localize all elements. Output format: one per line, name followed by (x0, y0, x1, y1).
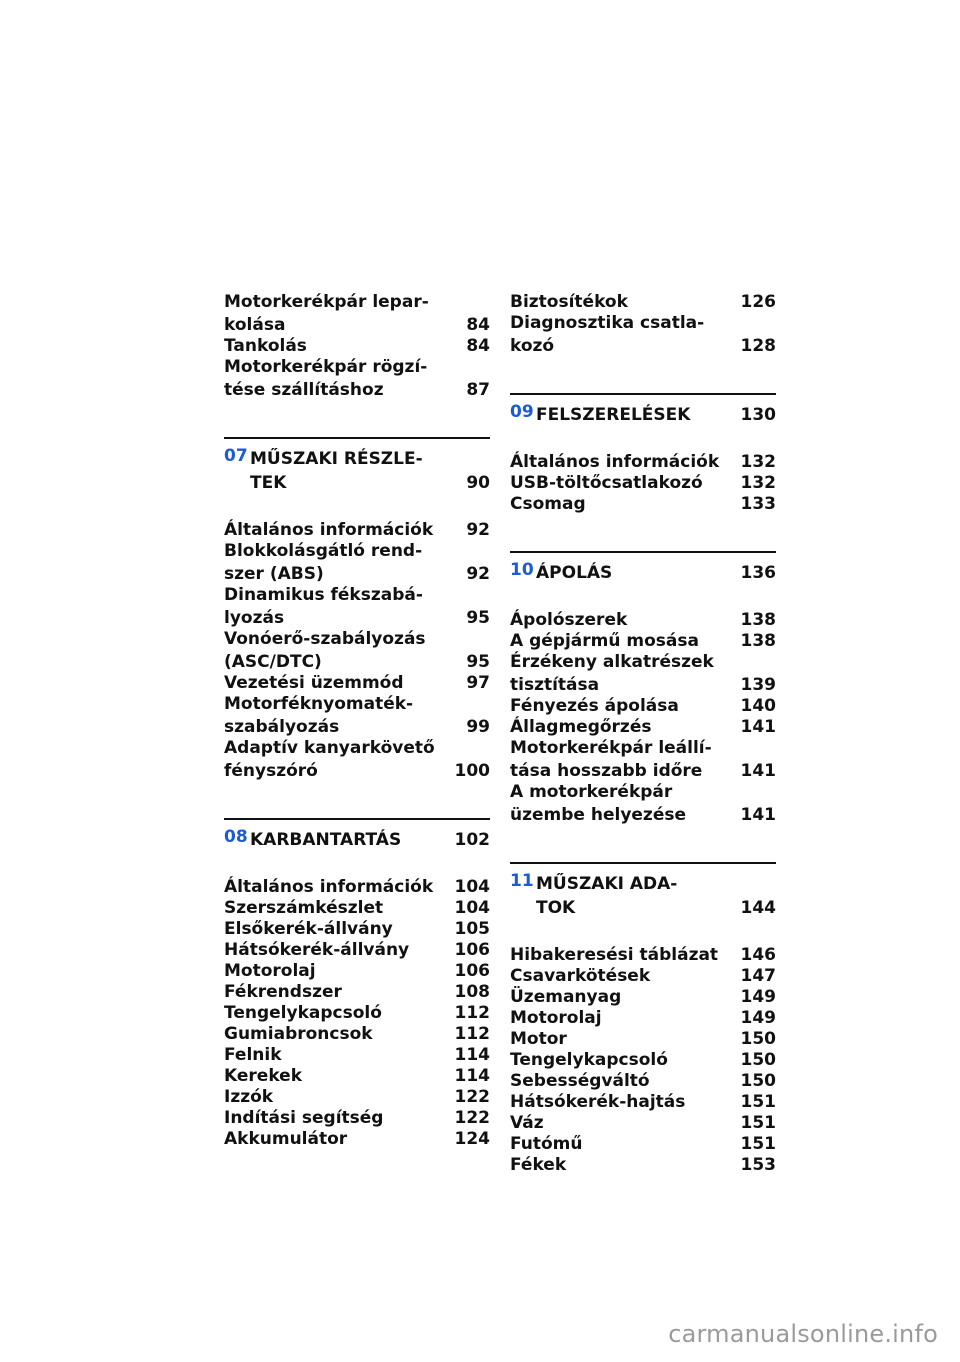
toc-entry-line (224, 761, 490, 782)
toc-entry-line (224, 564, 490, 585)
toc-entry-line (224, 357, 490, 378)
section-page-number: 130 (740, 405, 776, 425)
toc-entry-line (224, 673, 490, 694)
toc-entry-title: Hátsókerék-állvány (224, 940, 410, 960)
toc-entry-title: Vonóerő-szabályozás (224, 629, 426, 649)
toc-entry-line (510, 494, 776, 515)
toc-page-number: 106 (454, 940, 490, 960)
toc-entry-line (224, 1129, 490, 1150)
toc-page-number: 100 (454, 761, 490, 781)
section-heading (224, 446, 490, 494)
section-title-block (250, 830, 490, 851)
toc-entry-title: Izzók (224, 1087, 274, 1107)
toc-page-number: 122 (454, 1108, 490, 1128)
toc-section (510, 862, 776, 1176)
section-header[interactable] (224, 818, 490, 851)
toc-page-number: 95 (466, 652, 490, 672)
toc-entry[interactable] (510, 1050, 776, 1071)
toc-entry-title: Csavarkötések (510, 966, 651, 986)
section-title: TEK (250, 473, 287, 493)
toc-page-number: 114 (454, 1066, 490, 1086)
toc-entry[interactable] (510, 1155, 776, 1176)
toc-entry-title: üzembe helyezése (510, 805, 687, 825)
toc-entry-line (510, 945, 776, 966)
toc-section (224, 818, 490, 1150)
toc-page-number: 141 (740, 717, 776, 737)
toc-entry-line (224, 315, 490, 336)
toc-entry-line (510, 987, 776, 1008)
toc-entry-title: Állagmegőrzés (510, 717, 652, 737)
toc-entry[interactable] (224, 1066, 490, 1087)
toc-entry-line (224, 940, 490, 961)
toc-section (510, 393, 776, 515)
toc-entry-title: Futómű (510, 1134, 583, 1154)
toc-page-number: 92 (466, 520, 490, 540)
toc-entry-title: Blokkolásgátló rend- (224, 541, 423, 561)
toc-left-column (224, 292, 490, 1150)
toc-entry-title: Motor (510, 1029, 567, 1049)
toc-entry-line (510, 805, 776, 826)
toc-entry-line (224, 982, 490, 1003)
toc-entry-title: fényszóró (224, 761, 318, 781)
toc-page-number: 133 (740, 494, 776, 514)
toc-entry-line (510, 696, 776, 717)
toc-entry-title: Diagnosztika csatla- (510, 313, 705, 333)
section-number: 07 (224, 446, 248, 466)
toc-entry[interactable] (224, 292, 490, 336)
section-title: MŰSZAKI RÉSZLE- (250, 449, 423, 469)
toc-entry[interactable] (224, 1087, 490, 1108)
toc-entry-line (224, 608, 490, 629)
toc-entry-line (510, 610, 776, 631)
toc-page-number: 147 (740, 966, 776, 986)
section-title-line (536, 874, 776, 895)
section-number: 11 (510, 871, 534, 891)
toc-entry-line (224, 877, 490, 898)
toc-page-number: 104 (454, 898, 490, 918)
toc-entry-title: (ASC/DTC) (224, 652, 322, 672)
section-title-line (250, 449, 490, 470)
toc-entry[interactable] (510, 782, 776, 826)
section-heading (510, 402, 776, 426)
section-title: ÁPOLÁS (536, 563, 613, 583)
section-heading (510, 560, 776, 584)
section-title-line (250, 830, 490, 851)
section-header[interactable] (224, 437, 490, 494)
toc-entry[interactable] (224, 541, 490, 585)
toc-entry-title: Dinamikus fékszabá- (224, 585, 423, 605)
toc-entry[interactable] (224, 982, 490, 1003)
toc-entry[interactable] (224, 738, 490, 782)
toc-entry-line (510, 675, 776, 696)
toc-entry-title: Biztosítékok (510, 292, 628, 312)
toc-entry-line (510, 1134, 776, 1155)
toc-entry-title: Motorolaj (224, 961, 316, 981)
toc-entry-line (510, 473, 776, 494)
section-title-block (536, 405, 776, 426)
toc-page-number: 124 (454, 1129, 490, 1149)
toc-entry-title: Fékek (510, 1155, 567, 1175)
toc-entry-title: Motorkerékpár rögzí- (224, 357, 428, 377)
toc-entry-title: Motorféknyomaték- (224, 694, 414, 714)
toc-page-number: 126 (740, 292, 776, 312)
toc-page-number: 87 (466, 380, 490, 400)
section-title: TOK (536, 898, 576, 918)
toc-page-number: 138 (740, 631, 776, 651)
toc-entry-title: Tengelykapcsoló (224, 1003, 382, 1023)
toc-entry-line (510, 966, 776, 987)
toc-entry-title: Csomag (510, 494, 586, 514)
toc-entry[interactable] (224, 673, 490, 694)
toc-entry[interactable] (510, 738, 776, 782)
toc-page-number: 138 (740, 610, 776, 630)
toc-entry-title: Általános információk (224, 520, 434, 540)
toc-page-number: 153 (740, 1155, 776, 1175)
toc-entry-line (224, 961, 490, 982)
toc-entry[interactable] (510, 494, 776, 515)
toc-entry-title: USB-töltőcsatlakozó (510, 473, 703, 493)
toc-entry-title: Tankolás (224, 336, 307, 356)
toc-entry[interactable] (224, 357, 490, 401)
toc-entry-title: Akkumulátor (224, 1129, 348, 1149)
toc-entry-title: Sebességváltó (510, 1071, 650, 1091)
toc-page-number: 112 (454, 1003, 490, 1023)
toc-entry[interactable] (510, 473, 776, 494)
toc-entry[interactable] (510, 966, 776, 987)
toc-entry-title: A gépjármű mosása (510, 631, 699, 651)
section-page-number: 136 (740, 563, 776, 583)
toc-entry-title: Érzékeny alkatrészek (510, 652, 714, 672)
toc-page-number: 105 (454, 919, 490, 939)
toc-entry[interactable] (224, 961, 490, 982)
toc-entry[interactable] (510, 945, 776, 966)
toc-entry[interactable] (510, 1029, 776, 1050)
toc-entry[interactable] (510, 1113, 776, 1134)
toc-entry-title: Általános információk (510, 452, 720, 472)
toc-entry[interactable] (510, 696, 776, 717)
toc-entry[interactable] (224, 898, 490, 919)
toc-entry[interactable] (224, 919, 490, 940)
toc-page-number: 84 (466, 315, 490, 335)
toc-page-number: 84 (466, 336, 490, 356)
toc-entry[interactable] (224, 1024, 490, 1045)
section-header[interactable] (510, 551, 776, 584)
toc-entry-line (510, 1113, 776, 1134)
toc-entry[interactable] (510, 610, 776, 631)
toc-entry-title: Elsőkerék-állvány (224, 919, 393, 939)
toc-entry[interactable] (510, 717, 776, 738)
toc-entry-line (510, 761, 776, 782)
toc-entry-title: Gumiabroncsok (224, 1024, 373, 1044)
toc-page-number: 92 (466, 564, 490, 584)
toc-page-number: 114 (454, 1045, 490, 1065)
toc-entry-line (224, 380, 490, 401)
toc-entry-line (224, 738, 490, 759)
toc-entry-title: Motorkerékpár leállí- (510, 738, 712, 758)
toc-entry-line (224, 919, 490, 940)
toc-entry-title: A motorkerékpár (510, 782, 673, 802)
toc-entry-title: lyozás (224, 608, 285, 628)
toc-entry[interactable] (510, 987, 776, 1008)
toc-entry-line (510, 652, 776, 673)
toc-entry-title: Fényezés ápolása (510, 696, 679, 716)
toc-page-number: 151 (740, 1113, 776, 1133)
toc-entry-line (510, 1092, 776, 1113)
toc-entry-line (224, 629, 490, 650)
toc-page-number: 99 (466, 717, 490, 737)
toc-entry-title: Ápolószerek (510, 610, 628, 630)
toc-entry-title: Általános információk (224, 877, 434, 897)
toc-entry-title: kolása (224, 315, 286, 335)
toc-entry[interactable] (510, 313, 776, 357)
toc-entry[interactable] (224, 1045, 490, 1066)
toc-entry-line (510, 1008, 776, 1029)
section-title-block (536, 563, 776, 584)
toc-page-number: 150 (740, 1071, 776, 1091)
toc-page-number: 149 (740, 1008, 776, 1028)
watermark: carmanualsonline.info (668, 1320, 938, 1348)
toc-entry-line (224, 717, 490, 738)
toc-entry-line (224, 1045, 490, 1066)
section-page-number: 102 (454, 830, 490, 850)
toc-entry-line (510, 1155, 776, 1176)
toc-entry-line (510, 336, 776, 357)
toc-entry-title: tása hosszabb időre (510, 761, 703, 781)
toc-entry-line (224, 520, 490, 541)
toc-entry[interactable] (224, 629, 490, 673)
toc-entry-line (510, 782, 776, 803)
section-title-line (250, 473, 490, 494)
toc-entry-line (510, 1071, 776, 1092)
toc-entry-line (224, 1066, 490, 1087)
section-title-line (536, 405, 776, 426)
toc-entry-line (224, 898, 490, 919)
toc-entry-line (224, 541, 490, 562)
section-divider (224, 437, 490, 439)
toc-entry[interactable] (224, 1003, 490, 1024)
toc-entry-line (224, 1087, 490, 1108)
toc-entry[interactable] (510, 631, 776, 652)
toc-entry-line (224, 1024, 490, 1045)
section-header[interactable] (510, 393, 776, 426)
toc-entry[interactable] (224, 1108, 490, 1129)
toc-entry-line (224, 652, 490, 673)
toc-entry-title: tése szállításhoz (224, 380, 384, 400)
toc-entry-line (510, 1050, 776, 1071)
toc-section (510, 551, 776, 826)
toc-page-number: 146 (740, 945, 776, 965)
toc-page-number: 132 (740, 473, 776, 493)
toc-entry-title: szer (ABS) (224, 564, 324, 584)
toc-entry-title: Hibakeresési táblázat (510, 945, 719, 965)
toc-entry-line (510, 738, 776, 759)
toc-entry-line (224, 1108, 490, 1129)
section-divider (510, 862, 776, 864)
toc-entry-title: Kerekek (224, 1066, 303, 1086)
section-heading (224, 827, 490, 851)
toc-entry-title: Szerszámkészlet (224, 898, 384, 918)
toc-entry-line (224, 1003, 490, 1024)
toc-page-number: 150 (740, 1050, 776, 1070)
toc-entry[interactable] (510, 652, 776, 696)
toc-page-number: 97 (466, 673, 490, 693)
toc-entry[interactable] (224, 694, 490, 738)
toc-entry-title: Felnik (224, 1045, 282, 1065)
toc-entry-title: Motorolaj (510, 1008, 602, 1028)
toc-entry-title: Fékrendszer (224, 982, 342, 1002)
toc-entry-line (510, 631, 776, 652)
toc-entry-line (224, 336, 490, 357)
toc-entry[interactable] (224, 585, 490, 629)
toc-entry-title: Tengelykapcsoló (510, 1050, 668, 1070)
toc-page-number: 149 (740, 987, 776, 1007)
toc-entry[interactable] (510, 1008, 776, 1029)
toc-page-number: 132 (740, 452, 776, 472)
toc-entry-title: szabályozás (224, 717, 340, 737)
toc-entry-title: Indítási segítség (224, 1108, 384, 1128)
toc-entry-line (224, 585, 490, 606)
toc-entry-title: kozó (510, 336, 555, 356)
toc-entry-line (510, 313, 776, 334)
section-number: 08 (224, 827, 248, 847)
toc-entry-title: Motorkerékpár lepar- (224, 292, 429, 312)
toc-entry-line (510, 717, 776, 738)
toc-entry-line (510, 292, 776, 313)
section-title-block (536, 874, 776, 919)
toc-page-number: 104 (454, 877, 490, 897)
toc-entry-title: Váz (510, 1113, 544, 1133)
toc-entry-title: Hátsókerék-hajtás (510, 1092, 686, 1112)
toc-entry-title: Adaptív kanyarkövető (224, 738, 435, 758)
toc-page-number: 139 (740, 675, 776, 695)
toc-page-number: 108 (454, 982, 490, 1002)
toc-page-number: 122 (454, 1087, 490, 1107)
toc-entry-line (510, 1029, 776, 1050)
toc-entry-line (224, 694, 490, 715)
section-divider (510, 393, 776, 395)
toc-entry[interactable] (224, 877, 490, 898)
toc-entry[interactable] (510, 1092, 776, 1113)
toc-page-number: 151 (740, 1092, 776, 1112)
toc-entry[interactable] (224, 1129, 490, 1150)
toc-page-number: 151 (740, 1134, 776, 1154)
section-title-line (536, 898, 776, 919)
section-page-number: 90 (466, 473, 490, 493)
section-number: 09 (510, 402, 534, 422)
toc-page-number: 128 (740, 336, 776, 356)
toc-entry[interactable] (510, 1134, 776, 1155)
toc-page-number: 140 (740, 696, 776, 716)
toc-page-number: 106 (454, 961, 490, 981)
section-header[interactable] (510, 862, 776, 919)
section-title: MŰSZAKI ADA- (536, 874, 678, 894)
toc-section (224, 437, 490, 782)
section-divider (224, 818, 490, 820)
toc-entry[interactable] (224, 336, 490, 357)
toc-entry-line (510, 452, 776, 473)
toc-entry-title: tisztítása (510, 675, 600, 695)
toc-right-column (510, 292, 776, 1176)
toc-entry[interactable] (510, 452, 776, 473)
toc-entry[interactable] (224, 940, 490, 961)
section-title-block (250, 449, 490, 494)
toc-page-number: 141 (740, 761, 776, 781)
toc-entry[interactable] (510, 292, 776, 313)
toc-page-number: 141 (740, 805, 776, 825)
section-divider (510, 551, 776, 553)
section-heading (510, 871, 776, 919)
section-page-number: 144 (740, 898, 776, 918)
toc-page-number: 95 (466, 608, 490, 628)
toc-entry-title: Vezetési üzemmód (224, 673, 404, 693)
section-title: FELSZERELÉSEK (536, 405, 691, 425)
toc-entry[interactable] (224, 520, 490, 541)
toc-page-number: 112 (454, 1024, 490, 1044)
toc-entry[interactable] (510, 1071, 776, 1092)
toc-entry-title: Üzemanyag (510, 987, 622, 1007)
toc-page-number: 150 (740, 1029, 776, 1049)
section-number: 10 (510, 560, 534, 580)
toc-entry-line (224, 292, 490, 313)
section-title: KARBANTARTÁS (250, 830, 402, 850)
section-title-line (536, 563, 776, 584)
